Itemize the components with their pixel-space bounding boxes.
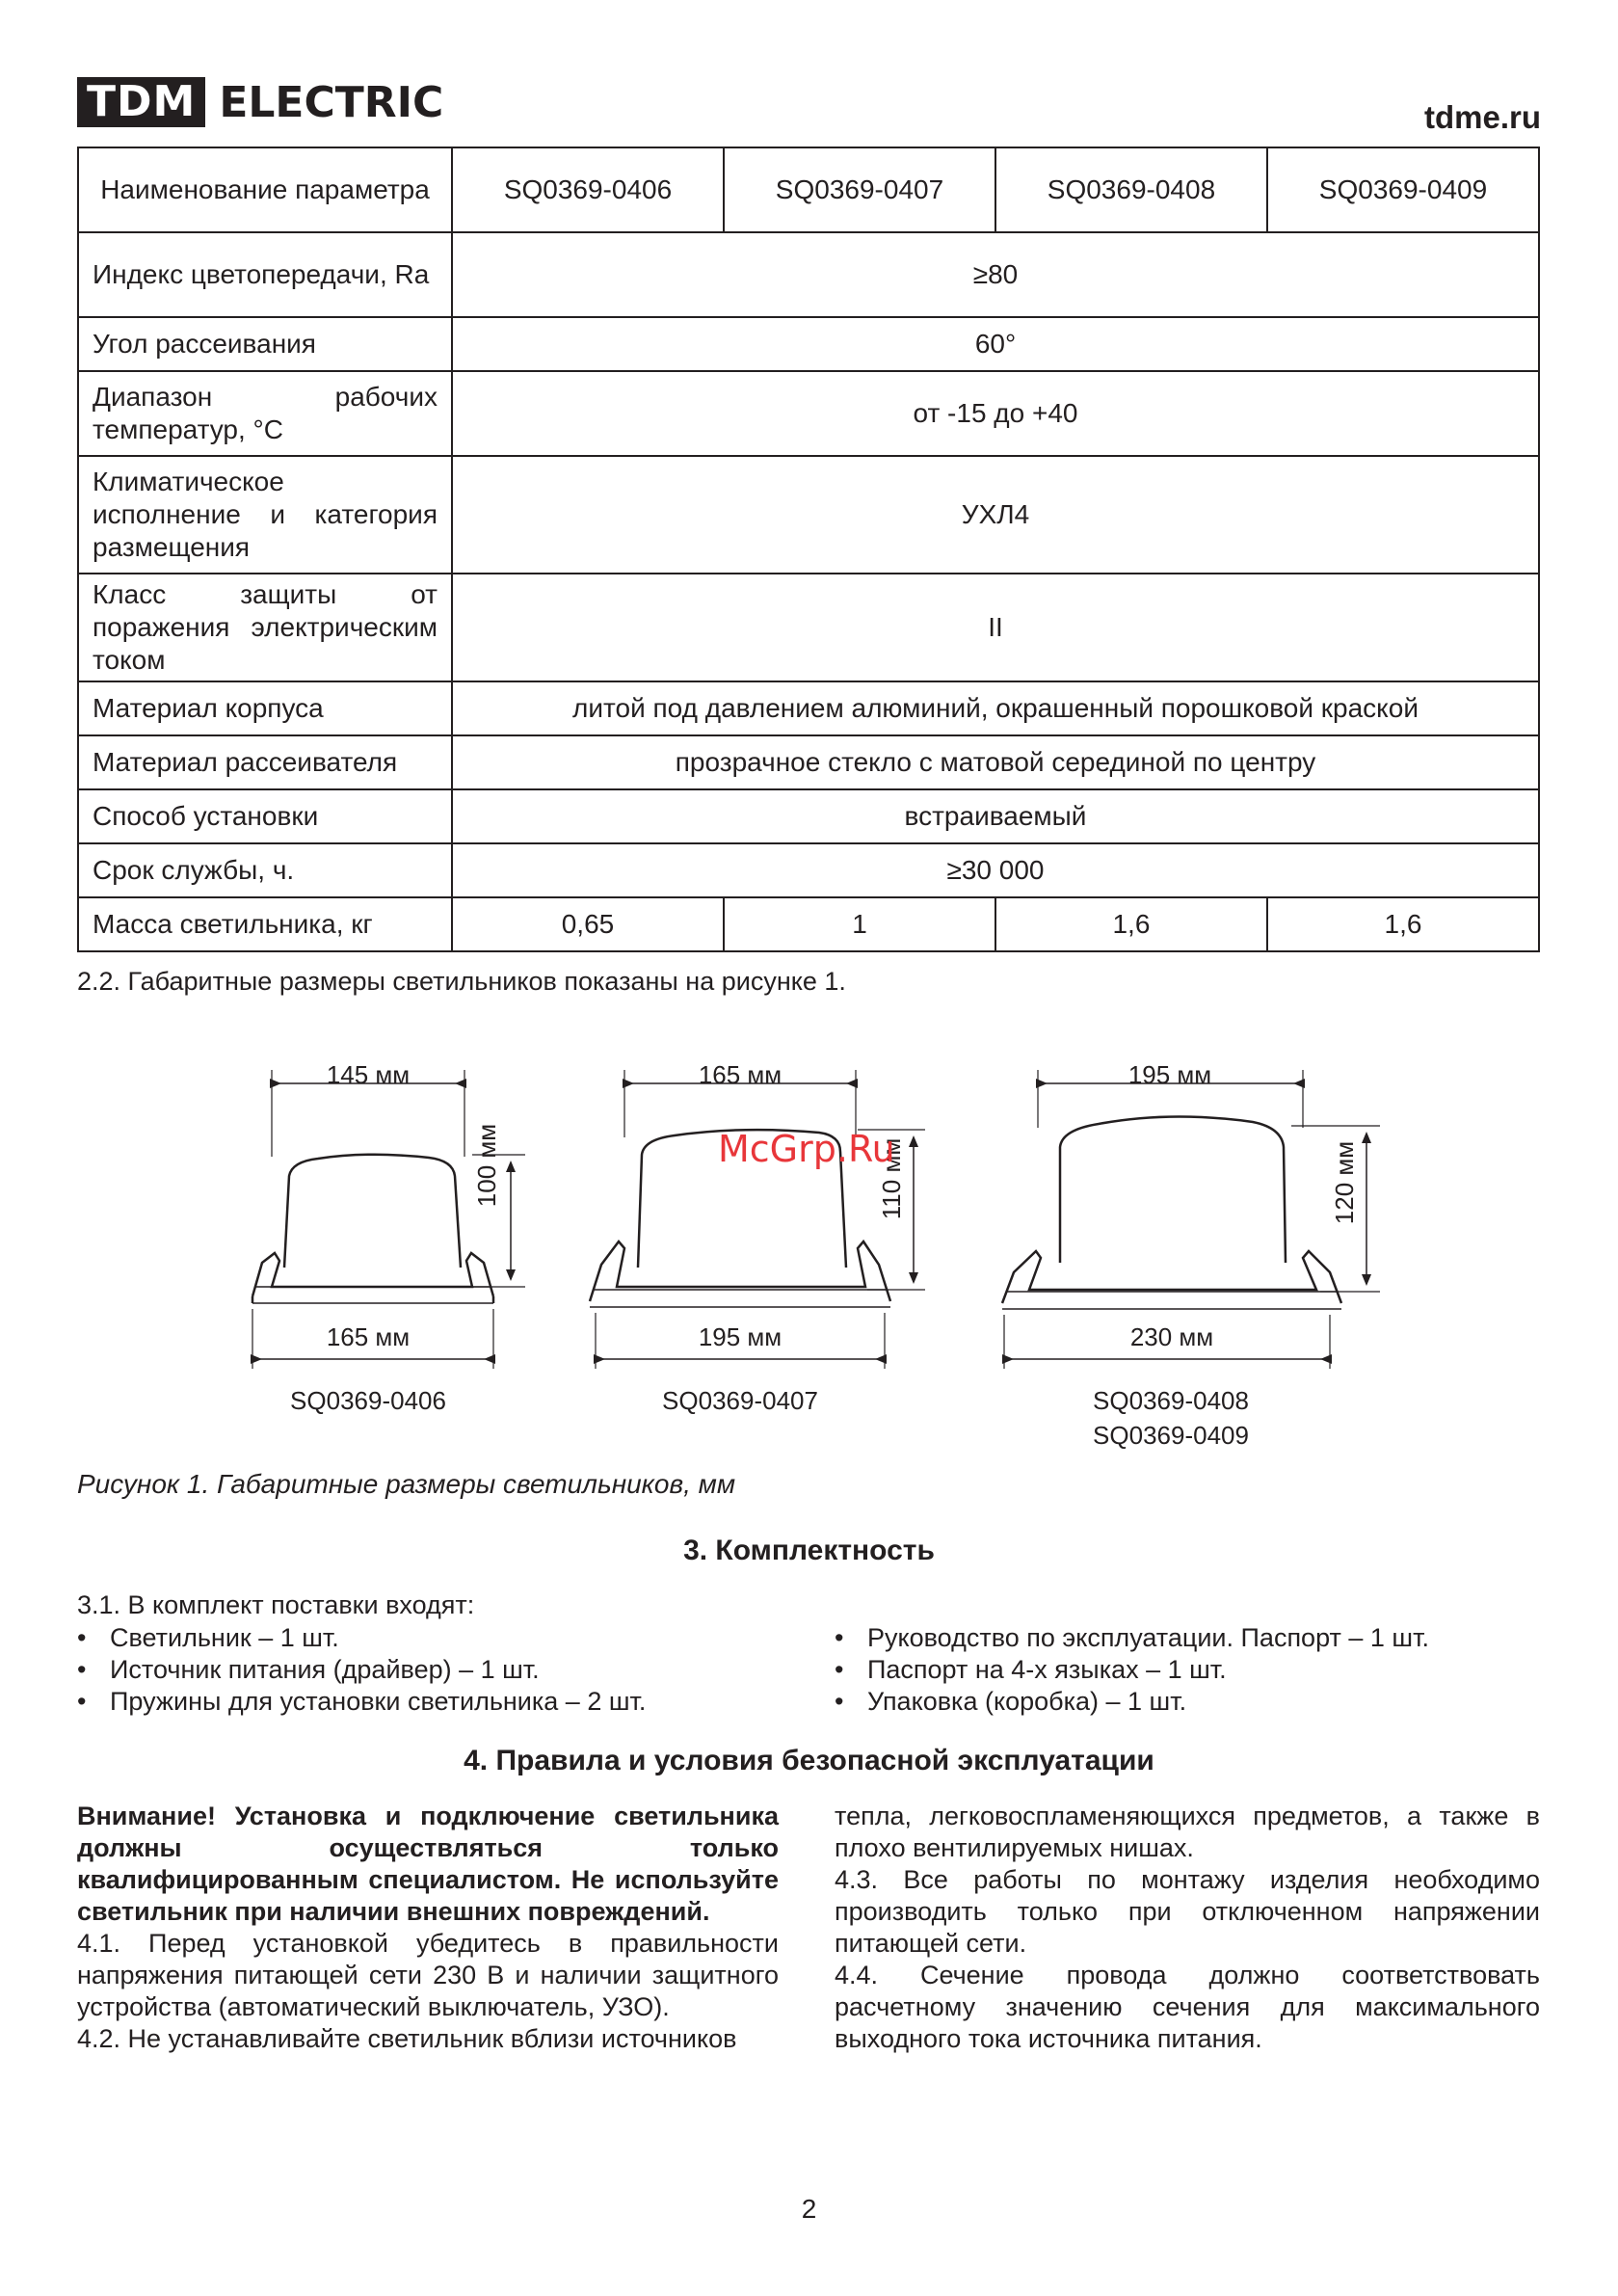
mass-value: 1,6 xyxy=(995,897,1267,951)
lamp2-top-dim: 165 мм xyxy=(698,1060,782,1089)
brand-logo xyxy=(77,77,443,127)
param-name: Срок службы, ч. xyxy=(78,843,452,897)
table-row xyxy=(78,897,1539,951)
figure-caption: Рисунок 1. Габаритные размеры светильников, мм xyxy=(77,1469,736,1499)
paragraph-4-3: 4.3. Все работы по монтажу изделия необходимо производить только при отключенном напряжении питающей сети. xyxy=(835,1865,1540,1958)
lamp1-height-dim: 100 мм xyxy=(472,1123,501,1208)
spec-table xyxy=(77,147,1540,952)
param-name: Масса светильника, кг xyxy=(78,897,452,951)
lamp3-model-2: SQ0369-0409 xyxy=(1093,1421,1249,1450)
paragraph-4-4: 4.4. Сечение провода должно соответствовать расчетному значению сечения для максимального выходного тока источника питания. xyxy=(835,1961,1540,2053)
lamp1-model: SQ0369-0406 xyxy=(290,1386,446,1415)
list-item: • Пружины для установки светильника – 2 шт. xyxy=(77,1686,771,1718)
list-item: • Упаковка (коробка) – 1 шт. xyxy=(835,1686,1528,1718)
param-name: Угол рассеивания xyxy=(78,317,452,371)
header-cell: SQ0369-0408 xyxy=(995,147,1267,232)
lamp2-bottom-dim: 195 мм xyxy=(698,1322,782,1351)
page-number: 2 xyxy=(801,2194,817,2224)
section-3-title: 3. Комплектность xyxy=(683,1535,935,1566)
header-cell: SQ0369-0407 xyxy=(724,147,995,232)
list-item: • Паспорт на 4-х языках – 1 шт. xyxy=(835,1654,1528,1686)
header-cell: SQ0369-0406 xyxy=(452,147,724,232)
paragraph-4-2: 4.2. Не устанавливайте светильник вблизи источников xyxy=(77,2024,737,2053)
table-row xyxy=(78,789,1539,843)
param-value: УХЛ4 xyxy=(452,456,1539,574)
header-cell: SQ0369-0409 xyxy=(1267,147,1539,232)
table-header-row xyxy=(78,147,1539,232)
section-4-title: 4. Правила и условия безопасной эксплуатации xyxy=(464,1745,1154,1776)
logo-box: TDM xyxy=(77,77,205,127)
site-url[interactable]: tdme.ru xyxy=(1423,99,1541,135)
param-name: Диапазон рабочих температур, °С xyxy=(78,371,452,456)
logo-text: ELECTRIC xyxy=(219,77,444,127)
watermark: McGrp.Ru xyxy=(718,1128,895,1170)
param-value: встраиваемый xyxy=(452,789,1539,843)
param-name: Класс защиты от поражения электрическим током xyxy=(78,574,452,681)
table-row xyxy=(78,232,1539,317)
paragraph-4-2-continued: тепла, легковоспламеняющихся предметов, а также в плохо вентилируемых нишах. xyxy=(835,1802,1540,1862)
header-cell: Наименование параметра xyxy=(78,147,452,232)
param-value: ≥80 xyxy=(452,232,1539,317)
param-name: Климатическое исполнение и категория размещения xyxy=(78,456,452,574)
lamp1-bottom-dim: 165 мм xyxy=(326,1322,411,1351)
param-value: прозрачное стекло с матовой серединой по центру xyxy=(452,735,1539,789)
list-item: • Источник питания (драйвер) – 1 шт. xyxy=(77,1654,771,1686)
table-row xyxy=(78,574,1539,681)
table-row xyxy=(78,681,1539,735)
paragraph-2-2: 2.2. Габаритные размеры светильников показаны на рисунке 1. xyxy=(77,967,846,996)
mass-value: 0,65 xyxy=(452,897,724,951)
table-row xyxy=(78,843,1539,897)
lamp1-top-dim: 145 мм xyxy=(326,1060,411,1089)
table-row xyxy=(78,735,1539,789)
lamp2-height-dim: 110 мм xyxy=(877,1137,906,1220)
param-name: Индекс цветопередачи, Ra xyxy=(78,232,452,317)
lamp3-model-1: SQ0369-0408 xyxy=(1093,1386,1249,1415)
mass-value: 1 xyxy=(724,897,995,951)
param-value: литой под давлением алюминий, окрашенный порошковой краской xyxy=(452,681,1539,735)
param-value: II xyxy=(452,574,1539,681)
param-name: Материал рассеивателя xyxy=(78,735,452,789)
kit-list-right xyxy=(835,1622,1528,1718)
lamp3-height-dim: 120 мм xyxy=(1330,1140,1359,1225)
param-name: Материал корпуса xyxy=(78,681,452,735)
table-row xyxy=(78,456,1539,574)
lamp3-bottom-dim: 230 мм xyxy=(1129,1322,1214,1351)
list-item: • Светильник – 1 шт. xyxy=(77,1622,771,1654)
section-4-left-column xyxy=(77,1801,779,2055)
param-value: 60° xyxy=(452,317,1539,371)
paragraph-4-1: 4.1. Перед установкой убедитесь в правильности напряжения питающей сети 230 В и наличии защитного устройства (автоматический выключатель, УЗО). xyxy=(77,1929,779,2021)
table-row xyxy=(78,371,1539,456)
section-4-right-column xyxy=(835,1801,1540,2055)
param-value: ≥30 000 xyxy=(452,843,1539,897)
kit-list-left xyxy=(77,1622,771,1718)
mass-value: 1,6 xyxy=(1267,897,1539,951)
param-value: от -15 до +40 xyxy=(452,371,1539,456)
param-name: Способ установки xyxy=(78,789,452,843)
lamp2-model: SQ0369-0407 xyxy=(662,1386,818,1415)
table-row xyxy=(78,317,1539,371)
section-3-intro: 3.1. В комплект поставки входят: xyxy=(77,1590,475,1619)
warning-text: Внимание! Установка и подключение светильника должны осуществляться только квалифицированным специалистом. Не используйте светильник при наличии внешних повреждений. xyxy=(77,1802,779,1926)
lamp3-top-dim: 195 мм xyxy=(1127,1060,1212,1089)
list-item: • Руководство по эксплуатации. Паспорт – 1 шт. xyxy=(835,1622,1528,1654)
